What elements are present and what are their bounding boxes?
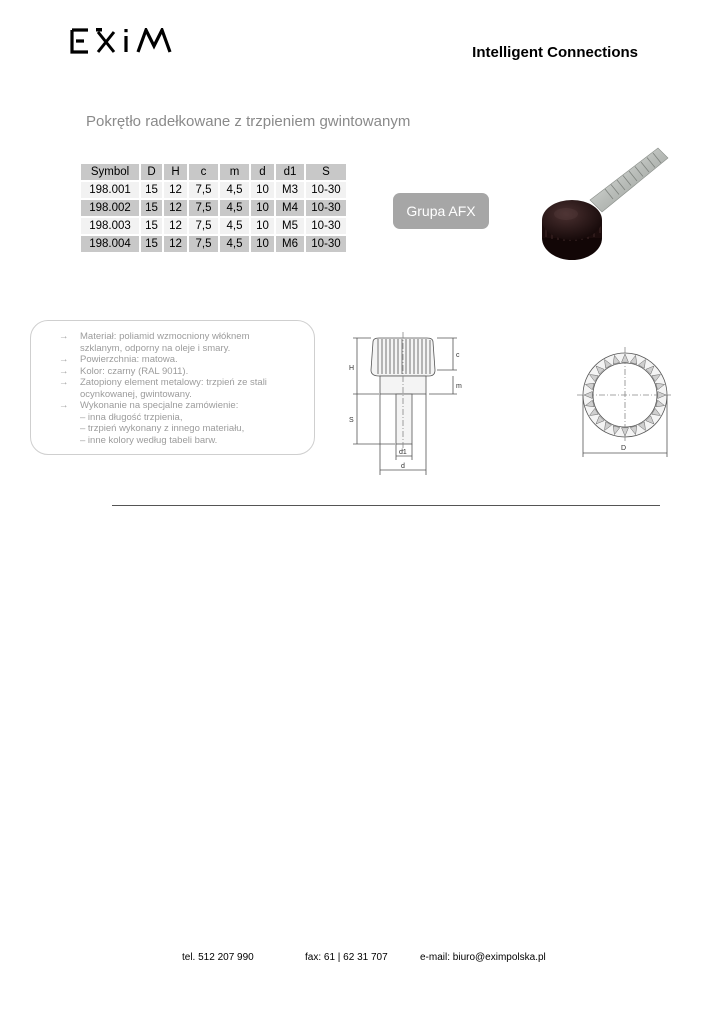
table-cell: 12 xyxy=(164,218,187,234)
footer-phone: tel. 512 207 990 xyxy=(182,952,254,963)
table-cell: M3 xyxy=(276,182,304,198)
dim-label-d1: d1 xyxy=(399,449,407,456)
table-cell: 198.002 xyxy=(81,200,139,216)
table-cell: M5 xyxy=(276,218,304,234)
arrow-right-icon: → xyxy=(59,377,69,388)
list-item xyxy=(59,377,267,400)
col-header-H: H xyxy=(164,164,187,180)
dim-label-c: c xyxy=(456,352,460,359)
list-item-line: Wykonanie na specjalne zamówienie: xyxy=(80,400,239,411)
table-cell: M4 xyxy=(276,200,304,216)
list-item-line: szklanym, odporny na oleje i smary. xyxy=(80,342,231,354)
arrow-right-icon: → xyxy=(59,365,69,377)
table-cell: 12 xyxy=(164,200,187,216)
product-photo xyxy=(530,140,680,270)
table-cell: 15 xyxy=(141,182,162,198)
table-cell: 10-30 xyxy=(306,218,346,234)
feature-list xyxy=(59,331,267,446)
table-cell: 7,5 xyxy=(189,218,218,234)
table-cell: 10 xyxy=(251,200,274,216)
tagline: Intelligent Connections xyxy=(472,44,638,61)
divider-line xyxy=(112,505,660,506)
table-cell: 7,5 xyxy=(189,200,218,216)
exim-logo xyxy=(70,28,174,54)
side-view-drawing xyxy=(345,330,470,480)
table-cell: 12 xyxy=(164,236,187,252)
table-cell: 4,5 xyxy=(220,182,249,198)
col-header-d1: d1 xyxy=(276,164,304,180)
table-row xyxy=(81,200,346,216)
list-item xyxy=(59,354,267,366)
product-title: Pokrętło radełkowane z trzpieniem gwintowanym xyxy=(86,113,411,130)
list-item-line: Materiał: poliamid wzmocniony włóknem xyxy=(80,331,250,342)
table-cell: 4,5 xyxy=(220,236,249,252)
list-item xyxy=(59,366,267,378)
table-cell: 10 xyxy=(251,182,274,198)
list-item-line: Zatopiony element metalowy: trzpień ze stali xyxy=(80,377,267,388)
list-item-line: Powierzchnia: matowa. xyxy=(80,354,178,365)
table-cell: 10 xyxy=(251,236,274,252)
list-item-line: – inne kolory według tabeli barw. xyxy=(80,434,218,446)
table-cell: 10-30 xyxy=(306,236,346,252)
list-item-line: ocynkowanej, gwintowany. xyxy=(80,388,192,400)
table-cell: 4,5 xyxy=(220,218,249,234)
dim-label-S: S xyxy=(349,417,354,424)
description-box xyxy=(30,320,315,455)
list-item xyxy=(59,400,267,446)
dim-label-H: H xyxy=(349,365,355,372)
table-row xyxy=(81,182,346,198)
table-cell: 10 xyxy=(251,218,274,234)
list-item xyxy=(59,331,267,354)
arrow-right-icon: → xyxy=(59,400,69,411)
col-header-c: c xyxy=(189,164,218,180)
table-cell: 12 xyxy=(164,182,187,198)
col-header-symbol: Symbol xyxy=(81,164,139,180)
arrow-right-icon: → xyxy=(59,354,69,365)
col-header-d: d xyxy=(251,164,274,180)
dim-label-d: d xyxy=(401,463,405,470)
table-cell: 15 xyxy=(141,200,162,216)
footer-email: e-mail: biuro@eximpolska.pl xyxy=(420,952,546,963)
table-cell: 7,5 xyxy=(189,182,218,198)
table-cell: 198.001 xyxy=(81,182,139,198)
table-cell: M6 xyxy=(276,236,304,252)
front-view-drawing xyxy=(575,345,675,460)
list-item-line: Kolor: czarny (RAL 9011). xyxy=(80,365,189,377)
spec-table xyxy=(79,162,348,254)
dim-label-m: m xyxy=(456,383,462,390)
table-row xyxy=(81,218,346,234)
table-row xyxy=(81,236,346,252)
table-cell: 10-30 xyxy=(306,182,346,198)
col-header-m: m xyxy=(220,164,249,180)
table-cell: 198.003 xyxy=(81,218,139,234)
table-cell: 4,5 xyxy=(220,200,249,216)
table-cell: 10-30 xyxy=(306,200,346,216)
table-cell: 15 xyxy=(141,218,162,234)
table-cell: 15 xyxy=(141,236,162,252)
table-cell: 7,5 xyxy=(189,236,218,252)
arrow-right-icon: → xyxy=(59,331,69,342)
footer-fax: fax: 61 | 62 31 707 xyxy=(305,952,388,963)
list-item-line: – inna długość trzpienia, xyxy=(80,411,183,423)
table-header-row xyxy=(81,164,346,180)
list-item-line: – trzpień wykonany z innego materiału, xyxy=(80,423,245,434)
col-header-D: D xyxy=(141,164,162,180)
group-badge: Grupa AFX xyxy=(393,193,489,229)
table-cell: 198.004 xyxy=(81,236,139,252)
col-header-S: S xyxy=(306,164,346,180)
dim-label-D: D xyxy=(621,445,627,452)
